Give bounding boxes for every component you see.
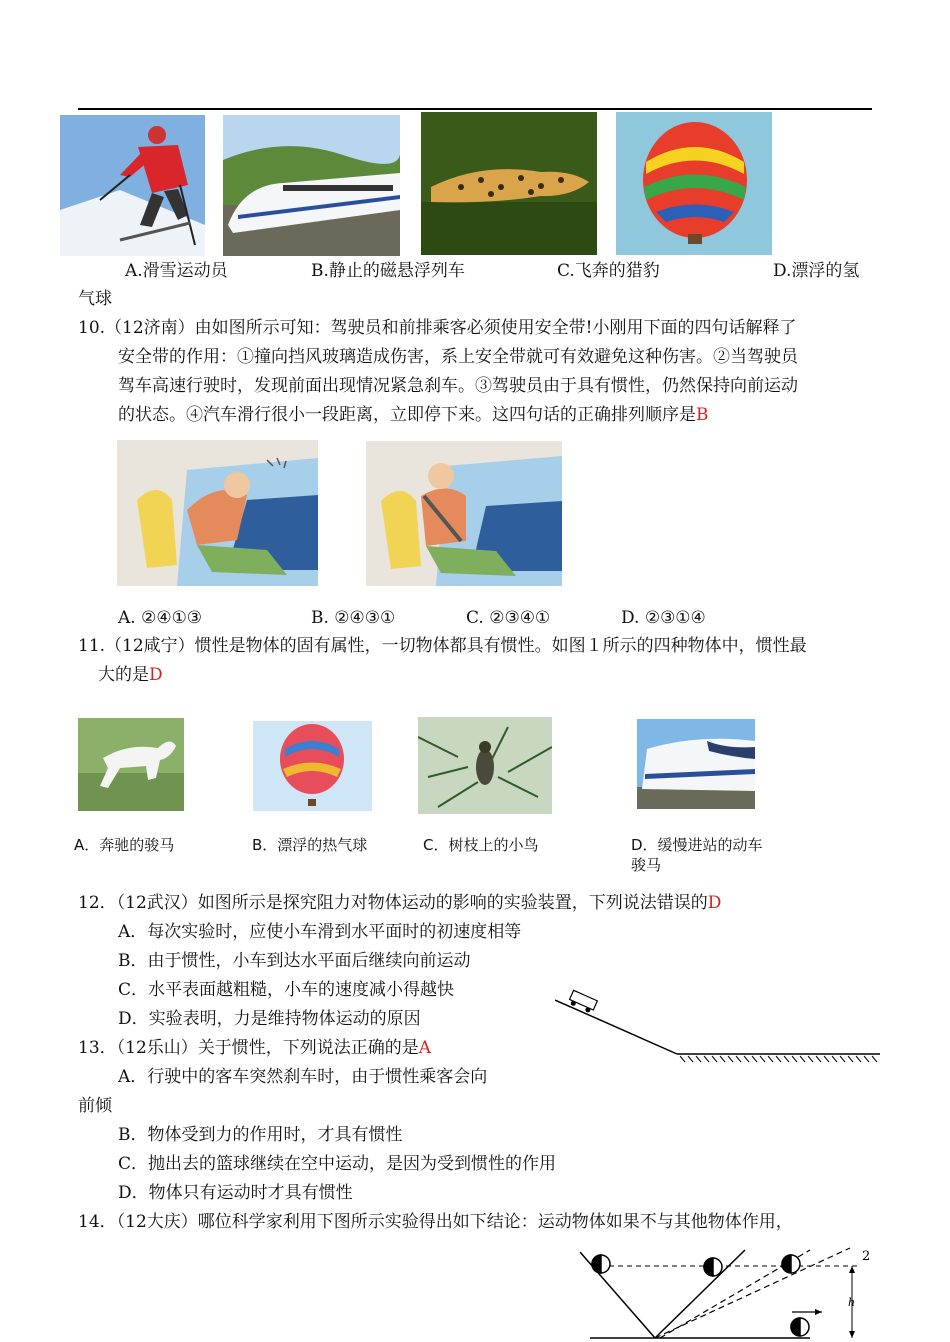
q10-option-c: C. ②③④① [466,608,551,628]
q13-option-c: C．抛出去的篮球继续在空中运动，是因为受到惯性的作用 [118,1154,557,1174]
q13-option-a-wrap: 前倾 [78,1096,112,1116]
q10-line-4 [118,402,709,428]
q14-stem: 14．（12大庆）哪位科学家利用下图所示实验得出如下结论：运动物体如果不与其他物体作用， [78,1212,793,1232]
q12-stem-text: 12．（12武汉）如图所示是探究阻力对物体运动的影响的实验装置，下列说法错误的 [78,893,708,913]
q10-line-4-text: 的状态。④汽车滑行很小一段距离，立即停下来。这四句话的正确排列顺序是 [118,405,696,425]
balloon-photo [253,721,372,811]
fig-label-h: h [848,1296,856,1309]
q12-option-a: A．每次实验时，应使小车滑到水平面时的初速度相等 [118,922,522,942]
q11-caption-a: A．奔驰的骏马 [74,836,175,854]
q11-answer: D [149,665,163,685]
header-rule [78,108,872,110]
cheetah-photo [421,112,597,255]
q13-stem [78,1035,431,1061]
q13-stem-text: 13．（12乐山）关于惯性，下列说法正确的是 [78,1038,419,1058]
q11-caption-c: C．树枝上的小鸟 [423,836,539,854]
q10-line-2: 安全带的作用：①撞向挡风玻璃造成伤害，系上安全带就可有效避免这种伤害。②当驾驶员 [118,347,798,367]
q10-answer: B [696,405,709,425]
q10-option-b: B. ②④③① [311,608,396,628]
q9-option-d: D.漂浮的氢 [773,261,860,281]
q12-stem [78,890,721,916]
car-crash-illustration [117,440,318,586]
q11-caption-b: B．漂浮的热气球 [252,836,368,854]
horse-photo [78,718,184,811]
q10-line-3: 驾车高速行驶时，发现前面出现情况紧急刹车。③驾驶员由于具有惯性，仍然保持向前运动 [118,376,798,396]
q12-option-d: D．实验表明，力是维持物体运动的原因 [118,1009,421,1029]
bullet-train-photo [637,719,755,809]
q13-option-a: A．行驶中的客车突然刹车时，由于惯性乘客会向 [118,1067,488,1087]
q9-option-b: B.静止的磁悬浮列车 [311,261,465,281]
q9-option-c: C.飞奔的猎豹 [557,261,660,281]
q11-line-1: 11.（12咸宁）惯性是物体的固有属性，一切物体都具有惯性。如图１所示的四种物体中，惯性最 [78,636,807,656]
q10-line-1: 10.（12济南）由如图所示可知：驾驶员和前排乘客必须使用安全带!小刚用下面的四句话解释了 [78,318,797,338]
incline-cart-diagram [555,988,880,1068]
q10-option-d: D. ②③①④ [621,608,706,628]
pendulum-ramp-diagram [570,1240,880,1342]
q12-answer: D [707,893,722,913]
fig-label-2: 2 [862,1249,871,1264]
q11-caption-d: D．缓慢进站的动车 [631,836,763,854]
bird-photo [418,717,552,814]
q12-option-b: B．由于惯性，小车到达水平面后继续向前运动 [118,951,471,971]
q11-line-2 [98,662,163,688]
q11-caption-d-wrap: 骏马 [631,856,662,874]
skier-photo [60,115,205,256]
q13-answer: A [418,1038,432,1058]
q10-option-a: A. ②④①③ [118,608,203,628]
seatbelt-illustration [366,441,562,586]
q9-option-d-wrap: 气球 [78,289,112,309]
hot-air-balloon-photo [616,112,772,255]
q13-option-d: D．物体只有运动时才具有惯性 [118,1183,353,1203]
q13-option-b: B．物体受到力的作用时，才具有惯性 [118,1125,403,1145]
q12-option-c: C．水平表面越粗糙，小车的速度减小得越快 [118,980,455,1000]
maglev-train-photo [223,115,400,256]
q11-line-2-text: 大的是 [98,665,149,685]
q9-option-a: A.滑雪运动员 [125,261,228,281]
